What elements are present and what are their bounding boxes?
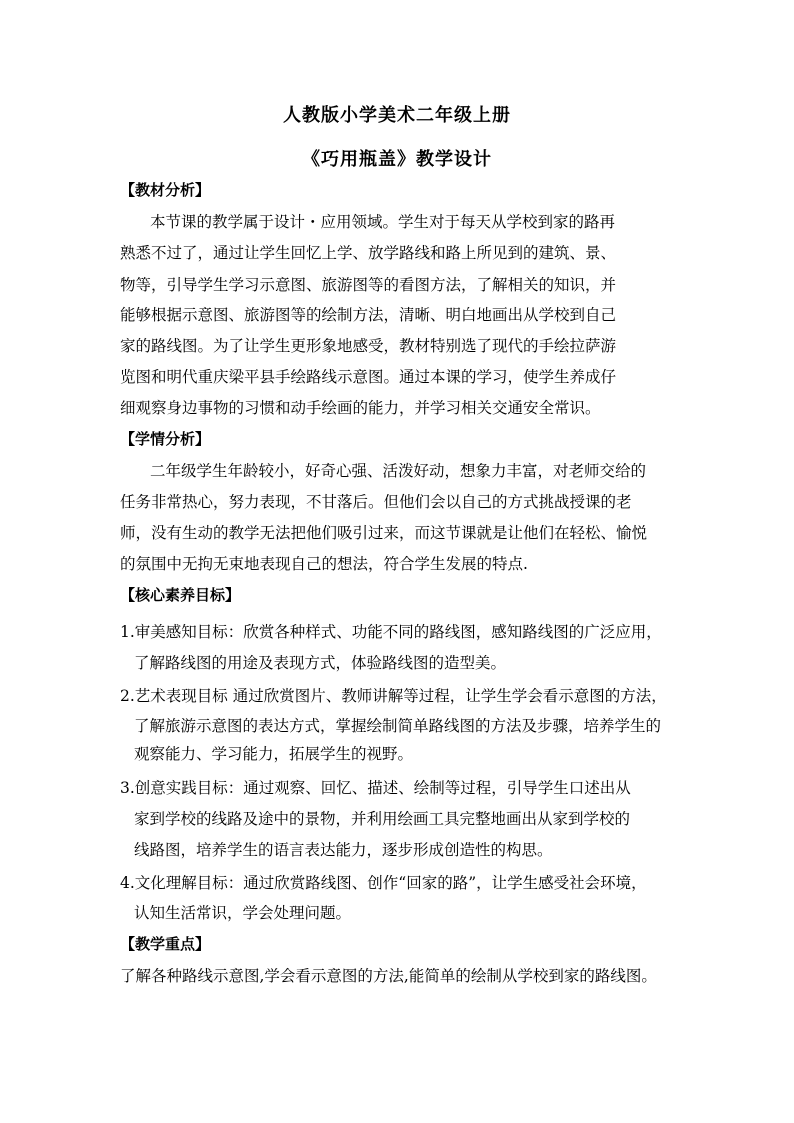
- goal-item-line: 了解旅游示意图的表达方式，掌握绘制简单路线图的方法及步骤，培养学生的: [134, 717, 662, 735]
- goal-item-line: 观察能力、学习能力，拓展学生的视野。: [134, 745, 414, 763]
- goal-item-line: 家到学校的线路及途中的景物，并利用绘画工具完整地画出从家到学校的: [134, 810, 631, 828]
- section-heading-core-goals: 【核心素养目标】: [120, 586, 241, 604]
- goal-item-cultural: 4.文化理解目标：通过欣赏路线图、创作“回家的路”，让学生感受社会环境，: [120, 874, 647, 892]
- paragraph-line: 览图和明代重庆梁平县手绘路线示意图。通过本课的学习，使学生养成仔: [120, 368, 617, 386]
- paragraph-line: 了解各种路线示意图,学会看示意图的方法,能简单的绘制从学校到家的路线图。: [120, 967, 657, 985]
- goal-item-creative: 3.创意实践目标：通过观察、回忆、描述、绘制等过程，引导学生口述出从: [120, 779, 631, 797]
- goal-item-artistic: 2.艺术表现目标 通过欣赏图片、教师讲解等过程，让学生学会看示意图的方法，: [120, 687, 667, 705]
- goal-item-aesthetic: 1.审美感知目标：欣赏各种样式、功能不同的路线图，感知路线图的广泛应用，: [120, 623, 662, 641]
- paragraph-line: 能够根据示意图、旅游图等的绘制方法，清晰、明白地画出从学校到自己: [120, 306, 617, 324]
- paragraph-line: 物等，引导学生学习示意图、旅游图等的看图方法，了解相关的知识，并: [120, 276, 617, 294]
- goal-item-line: 了解路线图的用途及表现方式，体验路线图的造型美。: [134, 654, 507, 672]
- section-heading-teaching-focus: 【教学重点】: [120, 935, 211, 953]
- paragraph-line: 熟悉不过了，通过让学生回忆上学、放学路线和路上所见到的建筑、景、: [120, 244, 617, 262]
- paragraph-line: 细观察身边事物的习惯和动手绘画的能力，并学习相关交通安全常识。: [120, 399, 601, 417]
- goal-item-line: 认知生活常识，学会处理问题。: [134, 904, 352, 922]
- section-heading-textbook-analysis: 【教材分析】: [120, 181, 211, 199]
- document-title: 人教版小学美术二年级上册: [283, 105, 511, 126]
- paragraph-line: 家的路线图。为了让学生更形象地感受，教材特别选了现代的手绘拉萨游: [120, 337, 617, 355]
- document-subtitle: 《巧用瓶盖》教学设计: [302, 149, 492, 170]
- paragraph-line: 本节课的教学属于设计・应用领域。学生对于每天从学校到家的路再: [150, 213, 616, 231]
- paragraph-line: 的氛围中无拘无束地表现自己的想法，符合学生发展的特点.: [120, 555, 528, 573]
- section-heading-student-analysis: 【学情分析】: [120, 430, 211, 448]
- paragraph-line: 二年级学生年龄较小，好奇心强、活泼好动，想象力丰富，对老师交给的: [150, 462, 647, 480]
- paragraph-line: 任务非常热心，努力表现，不甘落后。但他们会以自己的方式挑战授课的老: [120, 493, 632, 511]
- goal-item-line: 线路图，培养学生的语言表达能力，逐步形成创造性的构思。: [134, 841, 553, 859]
- paragraph-line: 师，没有生动的教学无法把他们吸引过来，而这节课就是让他们在轻松、愉悦: [120, 524, 648, 542]
